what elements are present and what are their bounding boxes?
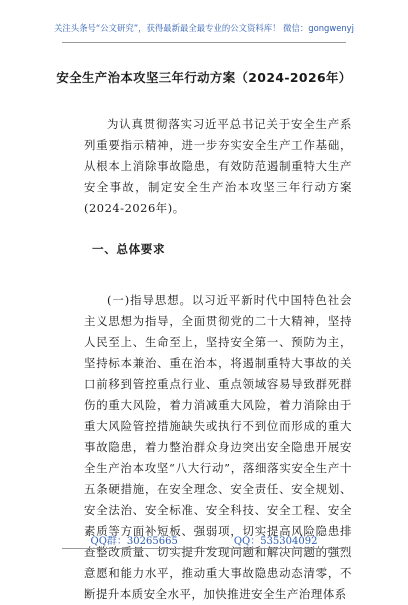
header-divider xyxy=(62,42,346,43)
intro-paragraph: 为认真贯彻落实习近平总书记关于安全生产系列重要指示精神，进一步夯实安全生产工作基础，从根本上消除事故隐患，有效防范遏制重特大生产安全事故，制定安全生产治本攻坚三年行动方案(2024-2026年)。 xyxy=(84,117,352,215)
guiding-ideology-paragraph: (一)指导思想。以习近平新时代中国特色社会主义思想为指导，全面贯彻党的二十大精神，坚持人民至上、生命至上，坚持安全第一、预防为主，坚持标本兼治、重在治本，将遏制重特大事故的关口前移到管控重点行业、重点领域容易导致群死群伤的重大风险，着力消减重大风险，着力消除由于重大风险管控措施缺失或执行不到位而形成的重大事故隐患，着力整治群众身边突出安全隐患开展安全生产治本攻坚“八大行动”，落细落实安全生产十五条硬措施，在安全理念、安全责任、安全规划、安全法治、安全标准、安全科技、安全工程、安全素质等方面补短板、强弱项，切实提高风险隐患排查整改质量、切实提升发现问题和解决问题的强烈意愿和能力水平，推动重大事故隐患动态清零，不断提升本质安全水平，加快推进安全生产治理体系 xyxy=(84,293,352,601)
qq-contact-label: QQ：535304092 xyxy=(233,536,318,547)
qq-group-label: QQ群：30265665 xyxy=(90,536,178,547)
document-title: 安全生产治本攻坚三年行动方案（2024-2026年） xyxy=(56,70,352,85)
header-banner: 关注头条号“公文研究”，获得最新最全最专业的公文资料库！ 微信：gongwenyj xyxy=(54,23,354,33)
footer-divider xyxy=(62,548,346,549)
footer-contact xyxy=(0,532,408,547)
section-heading: 一、总体要求 xyxy=(92,242,166,256)
